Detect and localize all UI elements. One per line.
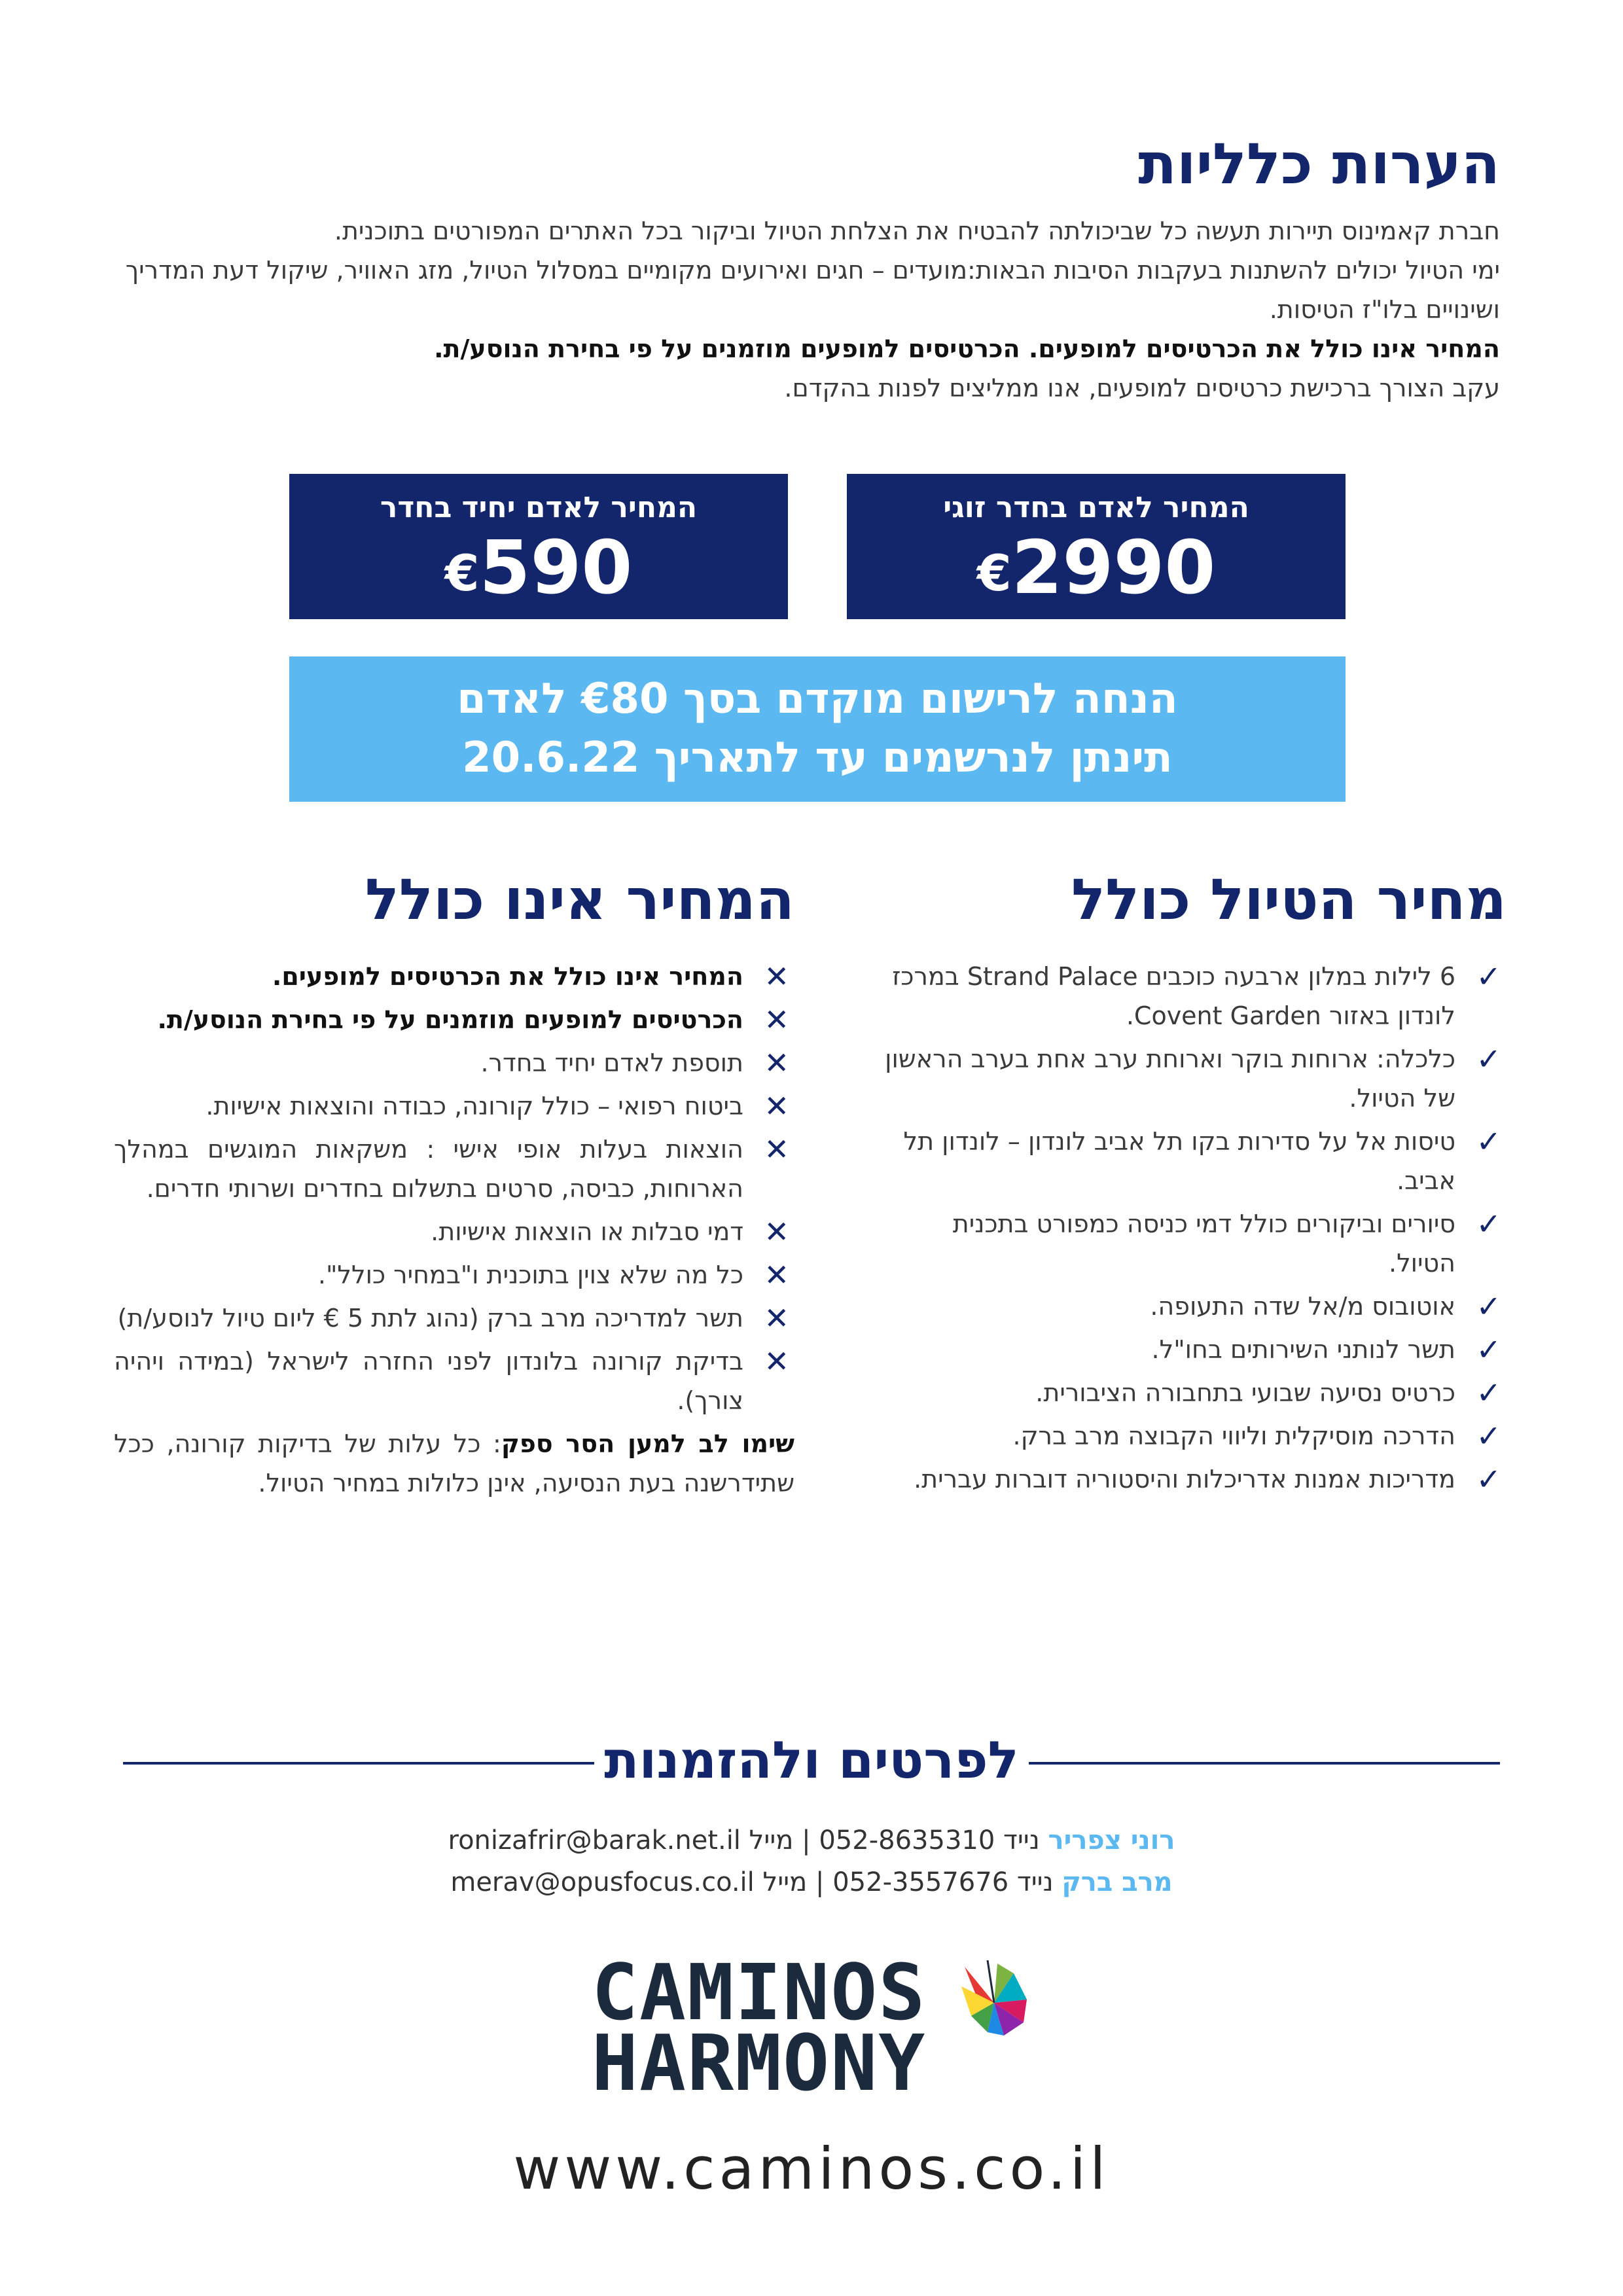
currency-symbol: € xyxy=(976,544,1012,602)
price-includes-section xyxy=(878,864,1507,1503)
price-single-amount xyxy=(289,526,788,613)
check-icon: ✓ xyxy=(1476,1374,1501,1410)
check-icon: ✓ xyxy=(1476,1123,1501,1159)
list-item: ✕ המחיר אינו כולל את הכרטיסים למופעים. xyxy=(114,957,794,996)
list-item: ✕ בדיקת קורונה בלונדון לפני החזרה לישראל (במידה ויהיה צורך). xyxy=(114,1342,794,1420)
list-item: ✓ אוטובוס מ/אל שדה התעופה. xyxy=(878,1287,1507,1326)
check-icon: ✓ xyxy=(1476,1041,1501,1077)
x-icon: ✕ xyxy=(764,1257,789,1293)
x-icon: ✕ xyxy=(764,1343,789,1379)
caminos-harmony-logo xyxy=(592,1947,1037,2108)
check-icon: ✓ xyxy=(1476,1461,1501,1497)
price-box-double xyxy=(847,474,1346,619)
contact-name: רוני צפריר xyxy=(1048,1825,1175,1856)
general-notes-title: הערות כלליות xyxy=(1138,132,1500,197)
contact-row: רוני צפריר נייד 052-8635310 | מייל ronizafrir@barak.net.il xyxy=(448,1825,1175,1856)
x-icon: ✕ xyxy=(764,1088,789,1124)
list-item: ✓ תשר לנותני השירותים בחו"ל. xyxy=(878,1330,1507,1369)
price-single-label: המחיר לאדם יחיד בחדר xyxy=(380,491,698,524)
list-item: ✕ כל מה שלא צוין בתוכנית ו"במחיר כולל". xyxy=(114,1255,794,1295)
notes-line-1: חברת קאמינוס תיירות תעשה כל שביכולתה להבטיח את הצלחת הטיול וביקור בכל האתרים המפורטים בתוכנית. xyxy=(334,217,1500,246)
butterfly-icon xyxy=(958,1960,1030,2045)
contact-list xyxy=(123,1820,1500,1903)
x-icon: ✕ xyxy=(764,1213,789,1249)
price-includes-title: מחיר הטיול כולל xyxy=(1071,867,1507,933)
list-item: ✓ כלכלה: ארוחות בוקר וארוחת ערב אחת בערב הראשון של הטיול. xyxy=(878,1039,1507,1118)
list-item: ✕ הוצאות בעלות אופי אישי : משקאות המוגשים במהלך הארוחות, כביסה, סרטים בתשלום בחדרים ושרותי חדרים. xyxy=(114,1130,794,1208)
attention-label: שימו לב למען הסר ספק xyxy=(501,1429,794,1458)
price-double-value: 2990 xyxy=(1011,526,1216,611)
list-item: ✕ דמי סבלות או הוצאות אישיות. xyxy=(114,1212,794,1251)
list-item: ✓ 6 לילות במלון ארבעה כוכבים Strand Palace במרכז לונדון באזור Covent Garden. xyxy=(878,957,1507,1035)
contact-title: לפרטים ולהזמנות xyxy=(604,1731,1019,1790)
contact-name: מרב ברק xyxy=(1061,1867,1173,1897)
price-excludes-section xyxy=(114,864,794,1503)
check-icon: ✓ xyxy=(1476,1288,1501,1324)
price-box-single xyxy=(289,474,788,619)
logo-line-1: CAMINOS xyxy=(592,1947,927,2037)
contact-email[interactable]: ronizafrir@barak.net.il xyxy=(448,1825,741,1856)
notes-line-2: ימי הטיול יכולים להשתנות בעקבות הסיבות הבאות:מועדים – חגים ואירועים מקומיים במסלול הטיול, מזג האוויר, שיקול דעת המדריך ושינויים בלו"ז הטיסות. xyxy=(125,256,1500,325)
logo-line-2: HARMONY xyxy=(592,2018,927,2108)
price-double-label: המחיר לאדם בחדר זוגי xyxy=(943,491,1249,524)
x-icon: ✕ xyxy=(764,1131,789,1167)
x-icon: ✕ xyxy=(764,1001,789,1037)
price-double-amount xyxy=(847,526,1346,613)
check-icon: ✓ xyxy=(1476,1206,1501,1242)
list-item: ✕ תשר למדריכה מרב ברק (נהוג לתת 5 € ליום טיול לנוסע/ת) xyxy=(114,1299,794,1338)
discount-line-2: תינתן לנרשמים עד לתאריך 20.6.22 xyxy=(462,734,1173,782)
attention-text: : כל עלות של בדיקות קורונה, ככל שתידרשנה בעת הנסיעה, אינן כלולות במחיר הטיול. xyxy=(114,1429,794,1498)
check-icon: ✓ xyxy=(1476,1331,1501,1367)
list-item: ✓ מדריכות אמנות אדריכלות והיסטוריה דוברות עברית. xyxy=(878,1460,1507,1499)
price-single-value: 590 xyxy=(479,526,633,611)
contact-row: מרב ברק נייד 052-3557676 | מייל merav@opusfocus.co.il xyxy=(450,1867,1173,1897)
contact-phone[interactable]: 052-8635310 xyxy=(819,1825,995,1856)
notes-line-3: המחיר אינו כולל את הכרטיסים למופעים. הכרטיסים למופעים מוזמנים על פי בחירת הנוסע/ת. xyxy=(434,334,1500,364)
check-icon: ✓ xyxy=(1476,958,1501,994)
contact-phone[interactable]: 052-3557676 xyxy=(832,1867,1009,1897)
x-icon: ✕ xyxy=(764,1045,789,1081)
x-icon: ✕ xyxy=(764,1300,789,1336)
early-registration-discount-banner xyxy=(289,656,1346,802)
list-item: ✓ כרטיס נסיעה שבועי בתחבורה הציבורית. xyxy=(878,1373,1507,1412)
currency-symbol: € xyxy=(444,544,480,602)
list-item: ✕ הכרטיסים למופעים מוזמנים על פי בחירת הנוסע/ת. xyxy=(114,1000,794,1039)
contact-heading xyxy=(123,1728,1500,1793)
website-url[interactable]: www.caminos.co.il xyxy=(513,2135,1110,2202)
notes-line-4: עקב הצורך ברכישת כרטיסים למופעים, אנו ממליצים לפנות בהקדם. xyxy=(784,374,1500,403)
general-notes-section xyxy=(123,131,1500,408)
price-excludes-title: המחיר אינו כולל xyxy=(365,867,794,933)
discount-line-1: הנחה לרישום מוקדם בסך €80 לאדם xyxy=(457,675,1178,723)
list-item: ✓ הדרכה מוסיקלית וליווי הקבוצה מרב ברק. xyxy=(878,1416,1507,1456)
list-item: ✓ טיסות אל על סדירות בקו תל אביב לונדון – לונדון תל אביב. xyxy=(878,1122,1507,1200)
list-item: ✓ סיורים וביקורים כולל דמי כניסה כמפורט בתכנית הטיול. xyxy=(878,1204,1507,1283)
attention-note xyxy=(114,1424,794,1503)
contact-email[interactable]: merav@opusfocus.co.il xyxy=(450,1867,755,1897)
check-icon: ✓ xyxy=(1476,1418,1501,1454)
list-item: ✕ תוספת לאדם יחיד בחדר. xyxy=(114,1043,794,1083)
list-item: ✕ ביטוח רפואי – כולל קורונה, כבודה והוצאות אישיות. xyxy=(114,1086,794,1126)
x-icon: ✕ xyxy=(764,958,789,994)
